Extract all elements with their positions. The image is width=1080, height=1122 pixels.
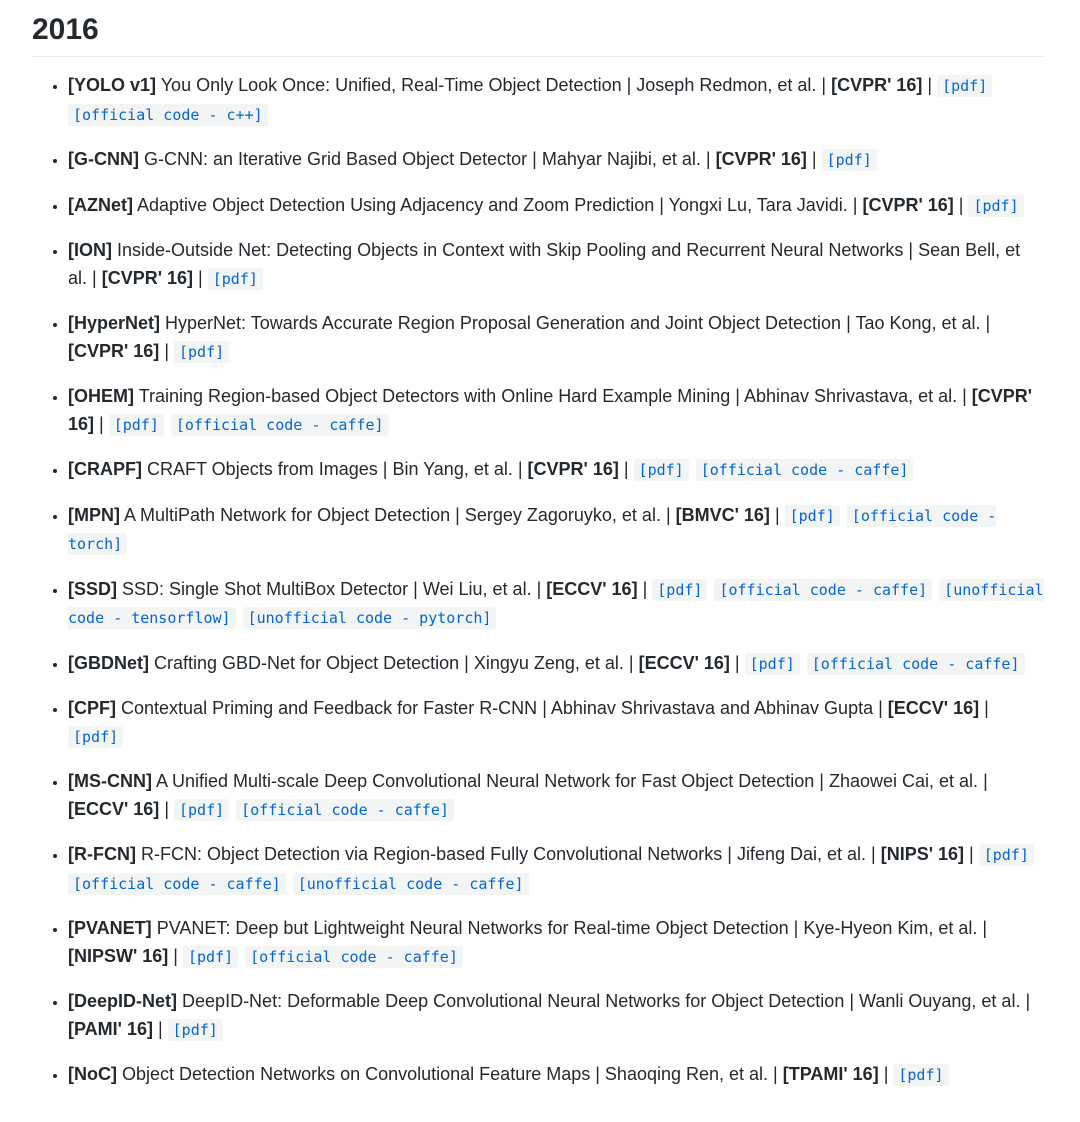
paper-item: • [CRAPF] CRAFT Objects from Images | Bin Yang, et al. | [CVPR' 16] | [pdf] [official code - caffe]: [68, 456, 1044, 485]
paper-authors: Zhaowei Cai, et al.: [828, 771, 979, 791]
paper-venue: [ECCV' 16]: [638, 652, 730, 673]
paper-authors: Joseph Redmon, et al.: [636, 75, 817, 95]
pdf-link[interactable]: [pdf]: [745, 653, 800, 675]
code-link[interactable]: [official code - c++]: [68, 104, 268, 126]
paper-title: PVANET: Deep but Lightweight Neural Networks for Real-time Object Detection: [156, 918, 789, 938]
paper-tag: [DeepID-Net]: [68, 991, 178, 1011]
paper-title: Training Region-based Object Detectors with Online Hard Example Mining: [138, 386, 731, 406]
paper-tag: [PVANET]: [68, 918, 152, 938]
paper-authors: Xingyu Zeng, et al.: [473, 652, 624, 673]
paper-venue: [NIPSW' 16]: [68, 945, 169, 966]
code-link[interactable]: [official code - caffe]: [171, 414, 389, 436]
paper-venue: [CVPR' 16]: [862, 194, 954, 215]
pdf-link[interactable]: [pdf]: [208, 268, 263, 290]
paper-title: DeepID-Net: Deformable Deep Convolutional Neural Networks for Object Detection: [182, 991, 845, 1011]
paper-venue: [PAMI' 16]: [68, 1018, 153, 1039]
paper-title: A MultiPath Network for Object Detection: [124, 504, 451, 525]
paper-tag: [GBDNet]: [68, 652, 149, 673]
paper-item: • [NoC] Object Detection Networks on Convolutional Feature Maps | Shaoqing Ren, et al. | [TPAMI' 16] | [pdf]: [68, 1061, 1044, 1090]
paper-tag: [MS-CNN]: [68, 771, 152, 791]
code-link[interactable]: [official code - caffe]: [807, 653, 1025, 675]
pdf-link[interactable]: [pdf]: [893, 1064, 948, 1086]
code-link[interactable]: [official code - caffe]: [696, 459, 914, 481]
paper-item: • [DeepID-Net] DeepID-Net: Deformable Deep Convolutional Neural Networks for Object Detection | Wanli Ouyang, et al. | [PAMI' 16] | [pdf]: [68, 988, 1044, 1044]
paper-item: • [AZNet] Adaptive Object Detection Using Adjacency and Zoom Prediction | Yongxi Lu, Tara Javidi. | [CVPR' 16] | [pdf]: [68, 192, 1044, 221]
pdf-link[interactable]: [pdf]: [968, 195, 1023, 217]
paper-tag: [R-FCN]: [68, 844, 136, 864]
paper-item: • [SSD] SSD: Single Shot MultiBox Detector | Wei Liu, et al. | [ECCV' 16] | [pdf] [official code - caffe] [unofficial code - tensorflow] [unofficial code - pytorch]: [68, 576, 1044, 633]
paper-tag: [MPN]: [68, 504, 120, 525]
paper-item: • [MPN] A MultiPath Network for Object Detection | Sergey Zagoruyko, et al. | [BMVC' 16] | [pdf] [official code - torch]: [68, 502, 1044, 559]
paper-tag: [AZNet]: [68, 194, 133, 215]
paper-title: R-FCN: Object Detection via Region-based Fully Convolutional Networks: [141, 844, 723, 864]
paper-tag: [YOLO v1]: [68, 75, 157, 95]
paper-item: • [HyperNet] HyperNet: Towards Accurate Region Proposal Generation and Joint Object Detection | Tao Kong, et al. | [CVPR' 16] | [pdf]: [68, 310, 1044, 366]
paper-item: • [CPF] Contextual Priming and Feedback for Faster R-CNN | Abhinav Shrivastava and Abhinav Gupta | [ECCV' 16] | [pdf]: [68, 695, 1044, 751]
paper-authors: Abhinav Shrivastava and Abhinav Gupta: [550, 698, 874, 718]
paper-title: HyperNet: Towards Accurate Region Proposal Generation and Joint Object Detection: [165, 313, 842, 333]
paper-authors: Mahyar Najibi, et al.: [541, 149, 701, 169]
code-link[interactable]: [official code - caffe]: [714, 579, 932, 601]
paper-tag: [CPF]: [68, 698, 116, 718]
paper-item: • [ION] Inside-Outside Net: Detecting Objects in Context with Skip Pooling and Recurrent Neural Networks | Sean Bell, et al. | [CVPR' 16] | [pdf]: [68, 237, 1044, 293]
paper-venue: [BMVC' 16]: [675, 504, 770, 525]
pdf-link[interactable]: [pdf]: [68, 726, 123, 748]
pdf-link[interactable]: [pdf]: [937, 75, 992, 97]
paper-venue: [CVPR' 16]: [68, 386, 1033, 434]
paper-authors: Yongxi Lu, Tara Javidi.: [668, 194, 848, 215]
paper-tag: [HyperNet]: [68, 313, 161, 333]
paper-item: • [PVANET] PVANET: Deep but Lightweight Neural Networks for Real-time Object Detection | Kye-Hyeon Kim, et al. | [NIPSW' 16] | [pdf] [official code - caffe]: [68, 915, 1044, 971]
paper-item: • [MS-CNN] A Unified Multi-scale Deep Convolutional Neural Network for Fast Object Detection | Zhaowei Cai, et al. | [ECCV' 16] | [pdf] [official code - caffe]: [68, 768, 1044, 824]
pdf-link[interactable]: [pdf]: [174, 799, 229, 821]
paper-title: G-CNN: an Iterative Grid Based Object Detector: [144, 149, 528, 169]
paper-venue: [CVPR' 16]: [68, 340, 160, 361]
paper-venue: [CVPR' 16]: [831, 75, 923, 95]
paper-authors: Wei Liu, et al.: [422, 578, 532, 599]
paper-title: Object Detection Networks on Convolutional Feature Maps: [122, 1064, 591, 1084]
paper-venue: [CVPR' 16]: [101, 267, 194, 288]
paper-list: [32, 72, 1044, 1090]
pdf-link[interactable]: [pdf]: [168, 1019, 223, 1041]
code-link[interactable]: [official code - caffe]: [68, 873, 286, 895]
paper-venue: [CVPR' 16]: [715, 149, 807, 169]
paper-tag: [ION]: [68, 240, 112, 260]
code-link[interactable]: [unofficial code - caffe]: [293, 873, 529, 895]
paper-authors: Tao Kong, et al.: [855, 313, 981, 333]
paper-title: You Only Look Once: Unified, Real-Time Object Detection: [160, 75, 622, 95]
paper-venue: [NIPS' 16]: [880, 844, 965, 864]
paper-venue: [ECCV' 16]: [68, 798, 160, 819]
paper-title: Adaptive Object Detection Using Adjacency and Zoom Prediction: [137, 194, 655, 215]
paper-tag: [NoC]: [68, 1064, 117, 1084]
pdf-link[interactable]: [pdf]: [634, 459, 689, 481]
paper-venue: [TPAMI' 16]: [782, 1064, 879, 1084]
pdf-link[interactable]: [pdf]: [652, 579, 707, 601]
paper-authors: Shaoqing Ren, et al.: [604, 1064, 769, 1084]
paper-title: Crafting GBD-Net for Object Detection: [154, 652, 460, 673]
paper-item: • [YOLO v1] You Only Look Once: Unified, Real-Time Object Detection | Joseph Redmon, et al. | [CVPR' 16] | [pdf] [official code - c++]: [68, 72, 1044, 129]
pdf-link[interactable]: [pdf]: [183, 946, 238, 968]
code-link[interactable]: [unofficial code - tensorflow]: [68, 580, 1044, 627]
paper-title: Contextual Priming and Feedback for Faster R-CNN: [121, 698, 538, 718]
section-title: 2016: [32, 12, 1044, 57]
paper-venue: [ECCV' 16]: [887, 698, 980, 718]
paper-authors: Abhinav Shrivastava, et al.: [743, 386, 958, 406]
paper-tag: [CRAPF]: [68, 459, 142, 479]
paper-item: • [G-CNN] G-CNN: an Iterative Grid Based Object Detector | Mahyar Najibi, et al. | [CVPR' 16] | [pdf]: [68, 146, 1044, 175]
paper-title: SSD: Single Shot MultiBox Detector: [122, 578, 409, 599]
code-link[interactable]: [official code - caffe]: [236, 799, 454, 821]
paper-authors: Sergey Zagoruyko, et al.: [464, 504, 661, 525]
pdf-link[interactable]: [pdf]: [109, 414, 164, 436]
paper-title: A Unified Multi-scale Deep Convolutional Neural Network for Fast Object Detection: [156, 771, 815, 791]
paper-item: • [OHEM] Training Region-based Object Detectors with Online Hard Example Mining | Abhinav Shrivastava, et al. | [CVPR' 16] | [pdf] [official code - caffe]: [68, 383, 1044, 439]
code-link[interactable]: [official code - caffe]: [245, 946, 463, 968]
pdf-link[interactable]: [pdf]: [822, 149, 877, 171]
paper-item: • [GBDNet] Crafting GBD-Net for Object Detection | Xingyu Zeng, et al. | [ECCV' 16] | [pdf] [official code - caffe]: [68, 650, 1044, 679]
paper-item: • [R-FCN] R-FCN: Object Detection via Region-based Fully Convolutional Networks | Jifeng Dai, et al. | [NIPS' 16] | [pdf] [official code - caffe] [unofficial code - caffe]: [68, 841, 1044, 898]
paper-authors: Kye-Hyeon Kim, et al.: [803, 918, 978, 938]
paper-authors: Jifeng Dai, et al.: [736, 844, 867, 864]
paper-title: Inside-Outside Net: Detecting Objects in Context with Skip Pooling and Recurrent Neural Networks: [117, 240, 904, 260]
paper-venue: [CVPR' 16]: [527, 459, 619, 479]
code-link[interactable]: [unofficial code - pytorch]: [243, 607, 497, 629]
paper-authors: Bin Yang, et al.: [392, 459, 513, 479]
pdf-link[interactable]: [pdf]: [979, 844, 1034, 866]
paper-tag: [G-CNN]: [68, 149, 139, 169]
pdf-link[interactable]: [pdf]: [785, 505, 840, 527]
code-link[interactable]: [official code - torch]: [68, 506, 997, 553]
paper-venue: [ECCV' 16]: [546, 578, 638, 599]
paper-authors: Sean Bell, et al.: [68, 240, 1021, 288]
pdf-link[interactable]: [pdf]: [174, 341, 229, 363]
paper-tag: [SSD]: [68, 578, 117, 599]
paper-tag: [OHEM]: [68, 386, 134, 406]
paper-title: CRAFT Objects from Images: [147, 459, 378, 479]
paper-authors: Wanli Ouyang, et al.: [859, 991, 1021, 1011]
